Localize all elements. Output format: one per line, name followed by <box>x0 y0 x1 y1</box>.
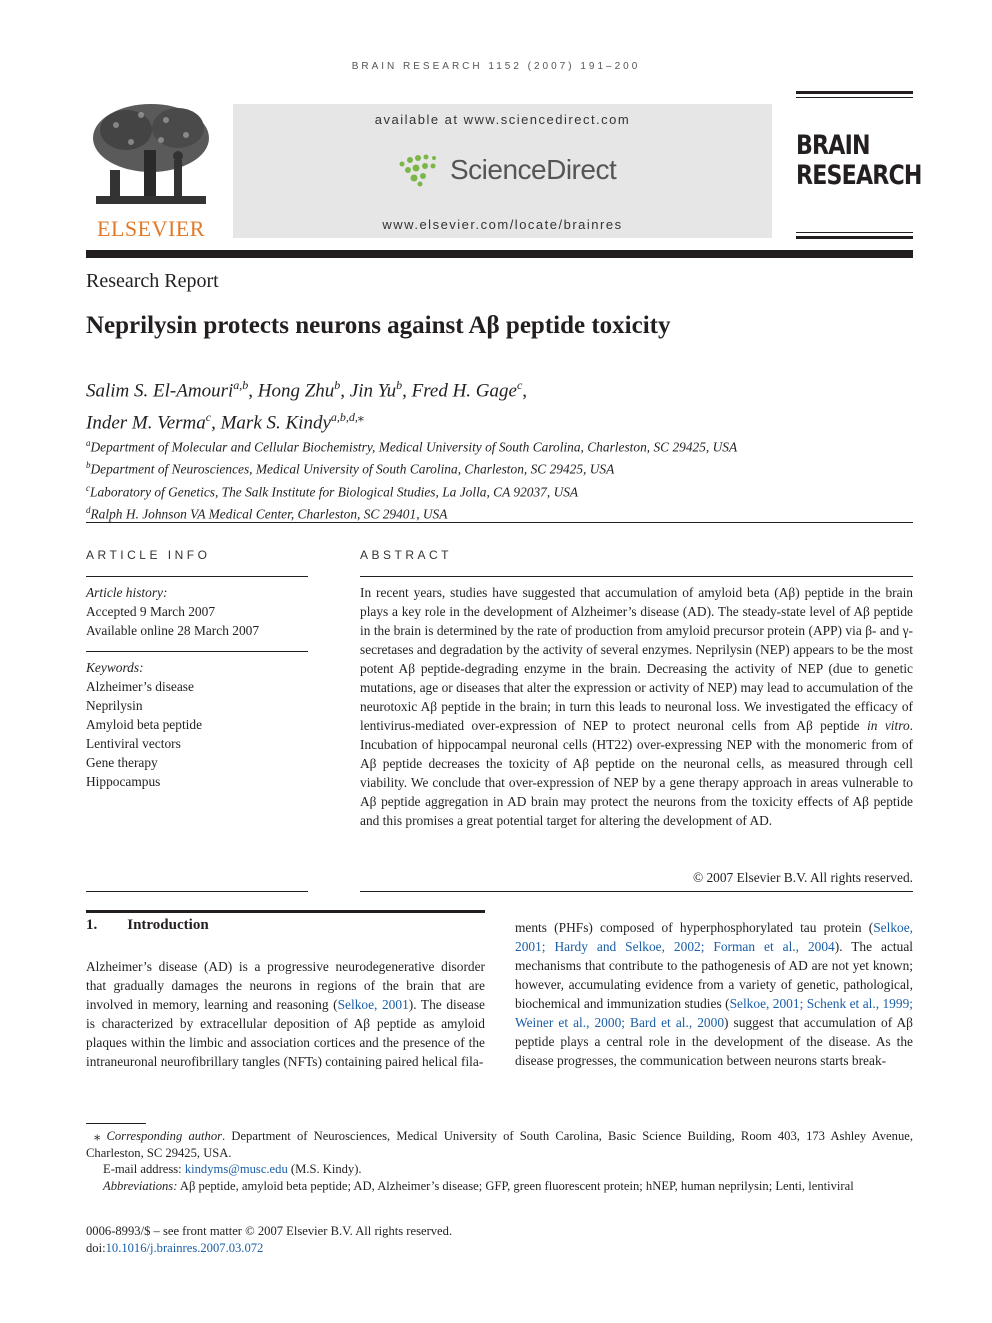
intro-text: ments (PHFs) composed of hyperphosphorylated tau protein ( <box>515 920 874 935</box>
author-sup: a,b,d,⁎ <box>330 410 364 425</box>
journal-rule-bottom <box>796 236 913 239</box>
intro-text: Alzheimer’s disease (AD) is a progressive neurodegenerative disorder that gradually damages the neurons in regions of the brain that are involved in memory, learning and reasoning ( <box>86 959 485 1012</box>
author[interactable]: Hong Zhu <box>257 380 335 402</box>
journal-rule-top <box>796 91 913 94</box>
elsevier-logo <box>86 100 216 242</box>
affiliation <box>86 434 737 456</box>
abstract-divider-top <box>360 576 913 577</box>
accepted-date: Accepted 9 March 2007 <box>86 604 216 619</box>
author-list <box>86 372 527 437</box>
author[interactable]: Inder M. Verma <box>86 412 206 434</box>
corr-text: . Department of Neurosciences, Medical University of South Carolina, Basic Science Building, Room 403, 173 Ashley Avenue, Charleston, SC 29425, USA. <box>86 1129 913 1160</box>
email-after: (M.S. Kindy). <box>287 1162 362 1176</box>
article-history <box>86 583 259 640</box>
journal-rule-top-thin <box>796 97 913 98</box>
abstract-copyright: © 2007 Elsevier B.V. All rights reserved. <box>692 870 913 885</box>
author[interactable]: Jin Yu <box>349 380 397 402</box>
corr-label: Corresponding author <box>106 1129 223 1143</box>
elsevier-wordmark: ELSEVIER <box>97 216 205 241</box>
sciencedirect-logo[interactable] <box>398 150 616 190</box>
footnotes <box>86 1128 913 1194</box>
abstract-part: . Incubation of hippocampal neuronal cells (HT22) over-expressing NEP with the monomeric from of Aβ peptide decreases the toxicity of Aβ peptide on the neuronal cells, as measured through cell viability. We conclude that over-expression of NEP by a gene therapy approach in areas vulnerable to Aβ peptide aggregation in AD brain may protect the neurons from the toxicity effects of Aβ peptide and this promises a great potential target for altering the development of AD. <box>360 718 913 828</box>
affiliation <box>86 456 737 478</box>
author[interactable]: Salim S. El-Amouri <box>86 380 234 402</box>
author-sep: , <box>211 412 221 434</box>
sciencedirect-leaf-icon <box>398 152 442 188</box>
abbr-text: Aβ peptide, amyloid beta peptide; AD, Alzheimer’s disease; GFP, green fluorescent protein; hNEP, human neprilysin; Lenti, lentiviral <box>177 1178 854 1193</box>
citation-link[interactable]: Selkoe, 2001; Schenk et al., 1999; Weiner et al., 2000; Bard et al., 2000 <box>515 996 913 1030</box>
keywords-label: Keywords: <box>86 660 144 675</box>
affiliations <box>86 434 737 524</box>
affiliation-sup: b <box>86 460 91 471</box>
abstract-part: In recent years, studies have suggested that accumulation of amyloid beta (Aβ) peptide in the brain plays a key role in the development of Alzheimer’s disease (AD). The steady-state level of Aβ peptide in the brain is determined by the rate of production from amyloid precursor protein (APP) via β- and γ-secretases and degradation by the activity of several enzymes. Neprilysin (NEP) appears to be the most potent Aβ peptide-degrading enzyme in the brain. Decreasing the activity of NEP (due to genetic mutations, age or diseases that alter the expression or activity of NEP) may lead to accumulation of the neurotoxic Aβ peptide in the brain; in turn this leads to neuronal loss. We investigated the efficacy of lentivirus-mediated over-expression of NEP to protect neuronal cells from Aβ peptide <box>360 585 913 733</box>
affiliation <box>86 501 737 523</box>
doi-line <box>86 1240 452 1257</box>
keyword: Hippocampus <box>86 774 161 789</box>
affiliation-text: Department of Molecular and Cellular Biochemistry, Medical University of South Carolina, Charleston, SC 29425, USA <box>90 439 738 455</box>
info-divider-2 <box>86 651 308 652</box>
intro-left-column <box>86 957 485 1071</box>
abstract-text <box>360 583 913 830</box>
sciencedirect-name: ScienceDirect <box>450 154 617 185</box>
abstract-italic: in vitro <box>867 718 910 733</box>
doi-link[interactable]: 10.1016/j.brainres.2007.03.072 <box>105 1241 264 1255</box>
affiliation-sup: a <box>86 438 91 448</box>
sciencedirect-banner <box>233 104 772 238</box>
keyword: Gene therapy <box>86 755 158 770</box>
author[interactable]: Fred H. Gage <box>411 380 517 402</box>
author-sup: a,b <box>233 378 249 392</box>
author-sup: c <box>516 378 523 392</box>
citation-link[interactable]: Selkoe, 2001 <box>337 997 409 1012</box>
footnote-rule <box>86 1123 146 1124</box>
author-sep: , <box>340 380 350 402</box>
email-label: E-mail address: <box>103 1162 182 1176</box>
intro-right-column <box>515 918 913 1070</box>
intro-rule <box>86 910 485 913</box>
bottom-info <box>86 1223 452 1257</box>
affiliation-text: Laboratory of Genetics, The Salk Institute for Biological Studies, La Jolla, CA 92037, USA <box>90 484 579 500</box>
header-divider <box>86 250 913 258</box>
intro-heading <box>86 917 209 934</box>
affiliation <box>86 479 737 501</box>
info-divider-3 <box>86 891 308 892</box>
author-sup: b <box>334 378 341 392</box>
history-label: Article history: <box>86 585 168 600</box>
affiliation-text: Ralph H. Johnson VA Medical Center, Charleston, SC 29401, USA <box>90 506 448 522</box>
elsevier-tree-icon <box>86 100 216 210</box>
citation-link[interactable]: Selkoe, 2001; Hardy and Selkoe, 2002; Forman et al., 2004 <box>515 920 913 954</box>
abbr-label: Abbreviations: <box>103 1178 178 1193</box>
author-sep: , <box>402 380 412 402</box>
journal-reference: BRAIN RESEARCH 1152 (2007) 191–200 <box>351 61 641 72</box>
affiliation-text: Department of Neurosciences, Medical University of South Carolina, Charleston, SC 29425, USA <box>90 461 615 477</box>
email-note <box>86 1161 913 1178</box>
corresponding-author-note <box>86 1128 913 1161</box>
available-at[interactable]: available at www.sciencedirect.com <box>374 112 631 127</box>
author-sup: c <box>205 410 212 425</box>
journal-logo <box>796 130 922 191</box>
journal-rule-bottom-thin <box>796 232 913 233</box>
author-sep: , <box>248 380 258 402</box>
online-date: Available online 28 March 2007 <box>86 623 260 638</box>
footnote-star: ⁎ <box>94 1129 101 1143</box>
keyword: Amyloid beta peptide <box>86 717 203 732</box>
author-sup: b <box>396 378 403 392</box>
journal-logo-line1: BRAIN <box>796 130 870 161</box>
intro-text: ). The actual mechanisms that contribute to the pathogenesis of AD are not yet known; however, accumulating evidence from a variety of genetic, pathological, biochemical and immunization studies ( <box>515 939 914 1011</box>
intro-text: ) suggest that accumulation of Aβ peptide plays a central role in the development of the disease. As the disease progresses, the communication between neurons starts break- <box>515 1015 913 1068</box>
author-sep: , <box>522 380 528 402</box>
abbreviations-note <box>86 1178 913 1195</box>
keyword: Neprilysin <box>86 698 143 713</box>
doi-label: doi: <box>86 1241 106 1255</box>
affiliation-sup: c <box>86 482 90 493</box>
info-divider-1 <box>86 576 308 577</box>
issn-line: 0006-8993/$ – see front matter © 2007 Elsevier B.V. All rights reserved. <box>86 1224 453 1238</box>
section-number: 1. <box>86 917 98 933</box>
author[interactable]: Mark S. Kindy <box>220 412 331 434</box>
keyword: Alzheimer’s disease <box>86 679 194 694</box>
section-title: Introduction <box>127 917 209 933</box>
article-type: Research Report <box>86 270 219 292</box>
intro-text: ). The disease is characterized by extracellular deposition of Aβ peptide as amyloid plaques within the limbic and association cortices and the presence of the intraneuronal neurofibrillary tangles (NFTs) containing paired helical fila- <box>86 997 485 1069</box>
keywords <box>86 658 202 791</box>
abstract-heading: ABSTRACT <box>360 548 453 562</box>
article-title: Neprilysin protects neurons against Aβ peptide toxicity <box>86 312 671 339</box>
email-link[interactable]: kindyms@musc.edu <box>184 1162 288 1176</box>
keyword: Lentiviral vectors <box>86 736 181 751</box>
article-info-heading: ARTICLE INFO <box>86 548 211 562</box>
journal-url[interactable]: www.elsevier.com/locate/brainres <box>382 217 623 232</box>
affiliation-sup: d <box>86 505 91 516</box>
affiliation-divider <box>86 522 913 523</box>
journal-logo-line2: RESEARCH <box>796 160 922 191</box>
abstract-divider-bottom <box>360 891 913 892</box>
